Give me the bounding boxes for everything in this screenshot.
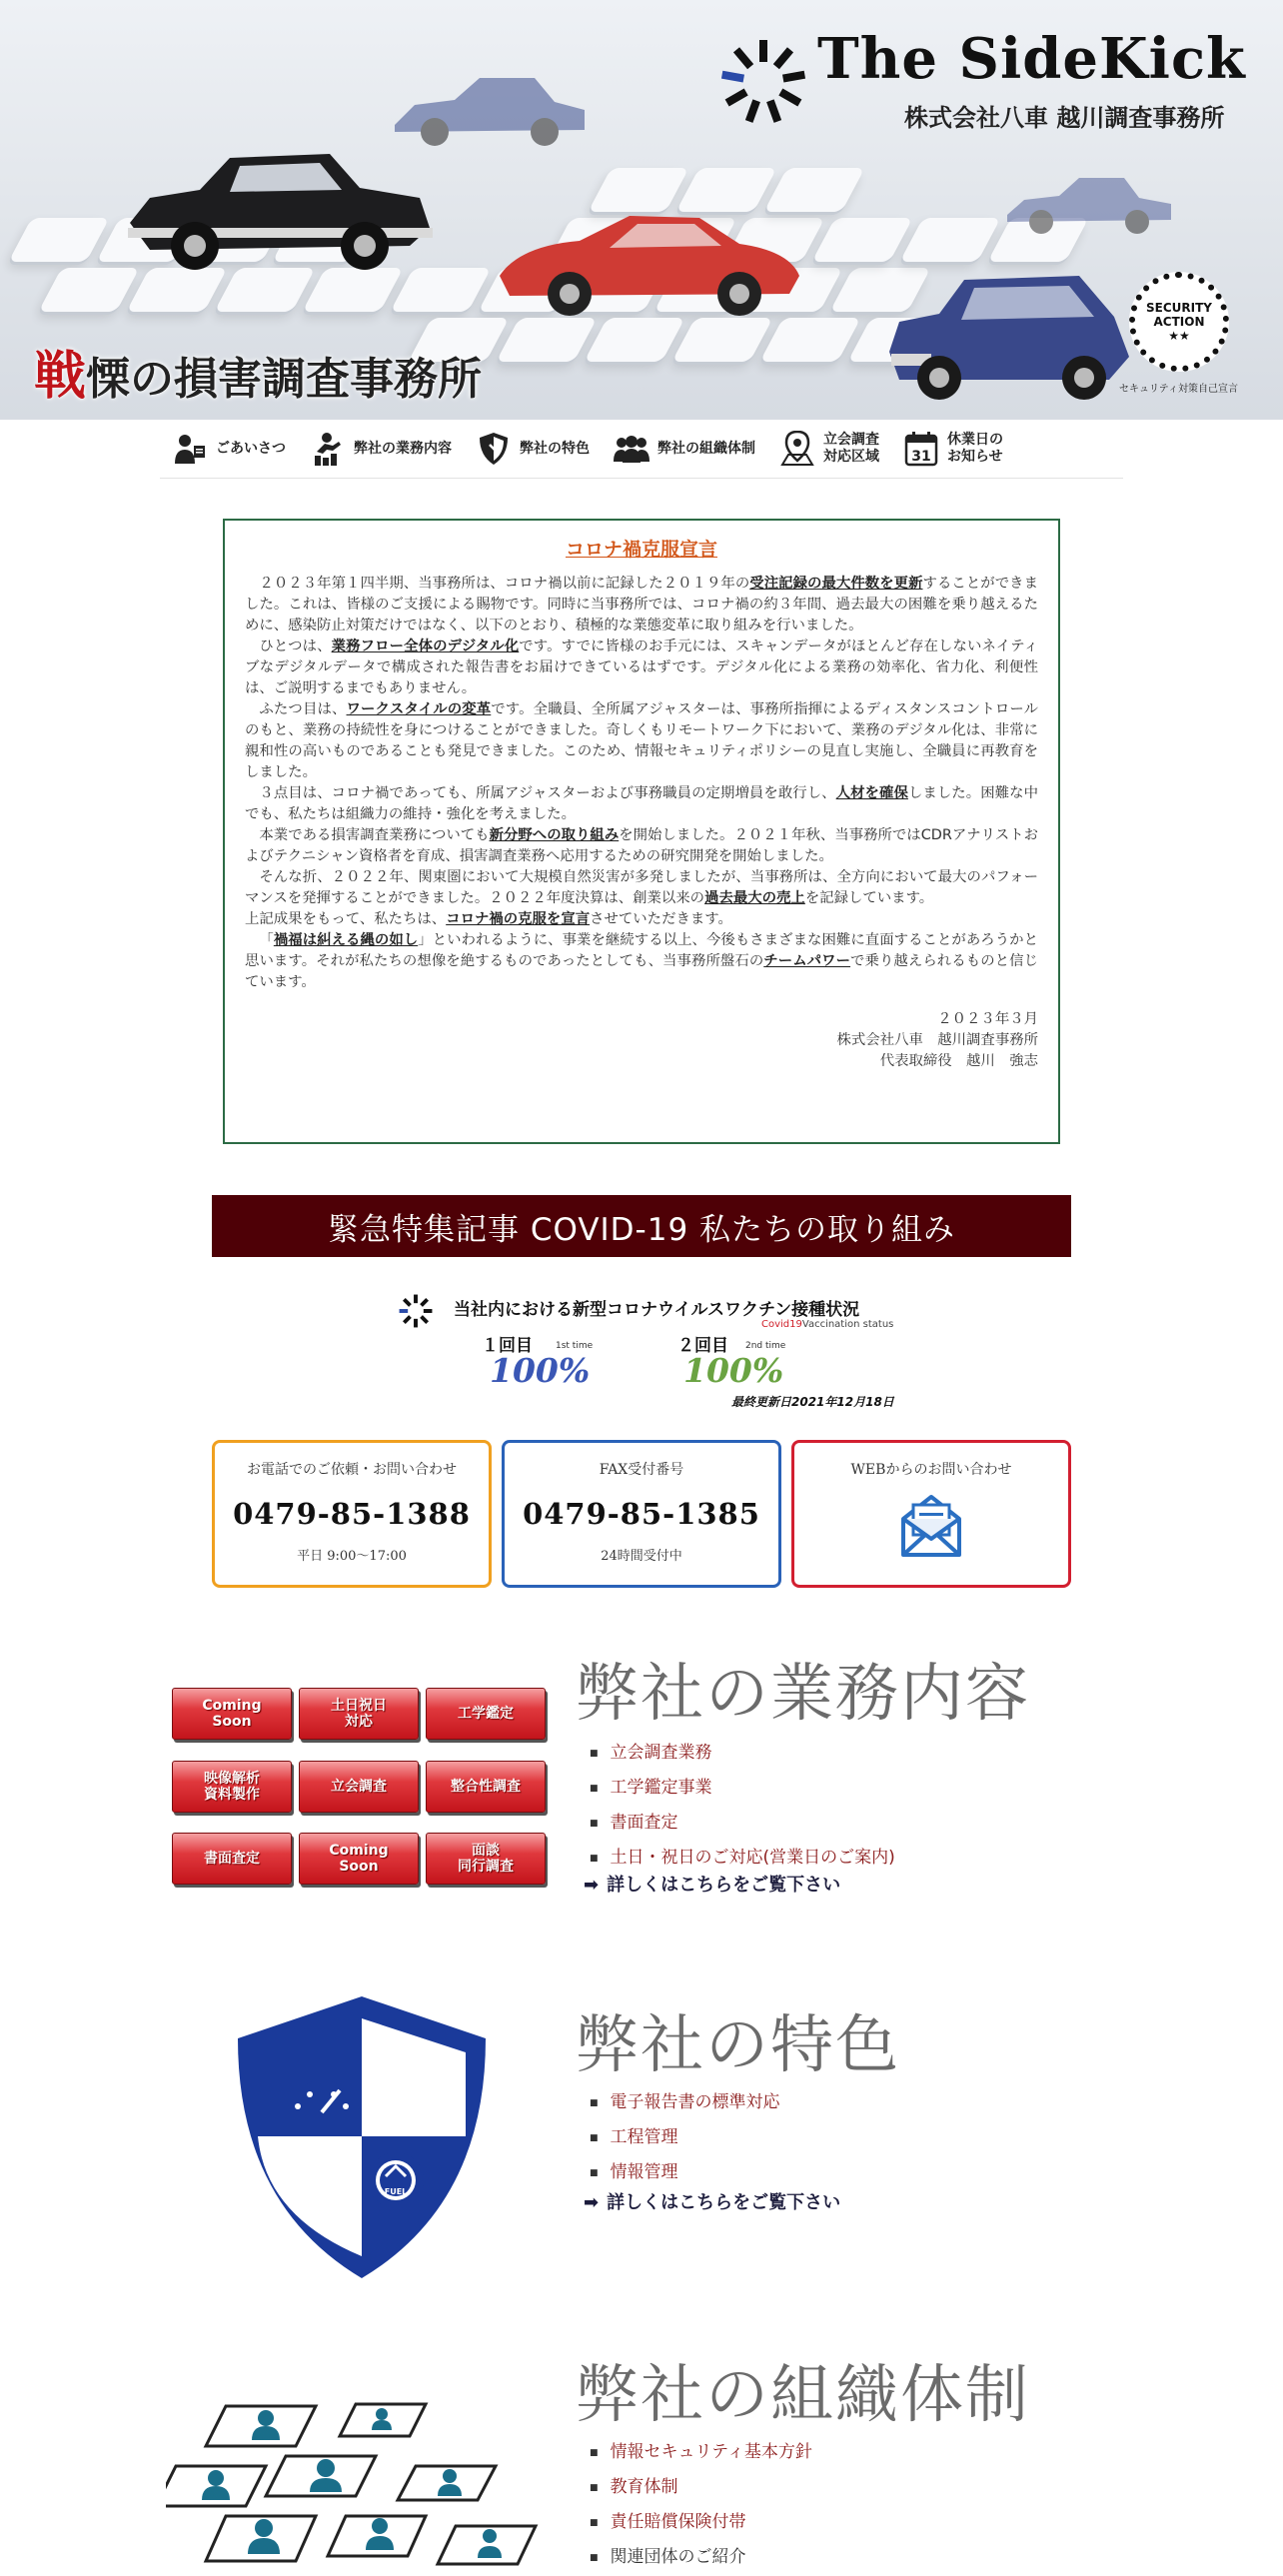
declaration-text: で乗り越えられるものと信じています。 bbox=[245, 953, 1038, 990]
security-badge-stars: ★★ bbox=[1168, 329, 1190, 343]
toy-car-blue-far-illustration bbox=[999, 170, 1179, 240]
service-button-holidays[interactable]: 土日祝日 対応 bbox=[299, 1688, 419, 1740]
map-pin-icon bbox=[779, 431, 815, 467]
list-item[interactable]: ■ 工程管理 bbox=[590, 2121, 780, 2156]
services-list bbox=[590, 1737, 895, 1877]
organization-network-illustration bbox=[166, 2396, 556, 2566]
declaration-highlight: コロナ禍の克服を宣言 bbox=[446, 911, 591, 927]
organization-list bbox=[590, 2436, 812, 2576]
services-more-text: 詳しくはこちらをご覧下さい bbox=[607, 1875, 841, 1896]
services-more-link[interactable] bbox=[584, 1871, 840, 1897]
nav-label: 休業日の お知らせ bbox=[947, 432, 1003, 465]
list-item[interactable]: ■ 土日・祝日のご対応(営業日のご案内) bbox=[590, 1842, 895, 1877]
covid-feature-banner[interactable]: 緊急特集記事 COVID-19 私たちの取り組み bbox=[212, 1195, 1071, 1257]
declaration-text: 上記成果をもって、私たちは、 bbox=[245, 911, 447, 927]
nav-item-services[interactable] bbox=[298, 420, 464, 478]
declaration-text: ひとつは、 bbox=[259, 639, 332, 654]
service-button-coming-soon[interactable]: Coming Soon bbox=[172, 1688, 292, 1740]
features-list bbox=[590, 2086, 780, 2191]
list-item[interactable]: ■ 立会調査業務 bbox=[590, 1737, 895, 1772]
list-item[interactable]: ■ 教育体制 bbox=[590, 2471, 812, 2506]
phone-contact-box[interactable] bbox=[212, 1440, 492, 1588]
fax-contact-box[interactable] bbox=[502, 1440, 781, 1588]
dose1-label: １回目 bbox=[482, 1336, 533, 1356]
mail-envelope-icon[interactable] bbox=[794, 1493, 1068, 1563]
declaration-highlight: 人材を確保 bbox=[835, 785, 908, 801]
features-title[interactable]: 弊社の特色 bbox=[576, 2008, 900, 2081]
people-icon bbox=[614, 431, 649, 467]
nav-item-service-area[interactable] bbox=[767, 420, 891, 478]
declaration-paragraph bbox=[245, 699, 1038, 783]
list-item[interactable]: ■ 電子報告書の標準対応 bbox=[590, 2086, 780, 2121]
list-item[interactable]: ■ 情報セキュリティ基本方針 bbox=[590, 2436, 812, 2471]
features-more-link[interactable] bbox=[584, 2188, 840, 2214]
declaration-highlight: 過去最大の売上 bbox=[704, 890, 805, 906]
worker-icon bbox=[310, 431, 346, 467]
vaccination-subtitle-red: Covid19 bbox=[761, 1319, 802, 1330]
declaration-text: することができました。これは、皆様のご支援による賜物です。同時に当事務所では、コロナ禍の約３年間、過去最大の困難を乗り越えるために、感染防止対策だけではなく、以下のとおり、積極的な業態変革に取り組みを行いました。 bbox=[245, 576, 1038, 634]
nav-item-holidays[interactable] bbox=[891, 420, 1015, 478]
dose1-small-label: 1st time bbox=[556, 1341, 594, 1351]
service-button-onsite[interactable]: 立会調査 bbox=[299, 1761, 419, 1813]
declaration-paragraph bbox=[245, 783, 1038, 825]
toy-car-red-illustration bbox=[490, 196, 809, 321]
declaration-highlight: 業務フロー全体のデジタル化 bbox=[331, 639, 520, 654]
web-contact-box[interactable] bbox=[791, 1440, 1071, 1588]
security-action-badge[interactable] bbox=[1129, 272, 1229, 372]
nav-label: 弊社の組織体制 bbox=[657, 440, 755, 457]
brand-name[interactable]: The SideKick bbox=[817, 26, 1246, 92]
declaration-text: 本業である損害調査業務についても bbox=[259, 827, 490, 843]
dose2-label: ２回目 bbox=[677, 1336, 728, 1356]
declaration-text: ふたつ目は、 bbox=[259, 701, 347, 717]
list-item[interactable]: ■ 関連団体のご紹介 bbox=[590, 2541, 812, 2576]
hero-caption-text: 慄の損害調査事務所 bbox=[86, 354, 483, 405]
declaration-text: 」といわれるように、事業を継続する以上、今後もさまざまな困難に直面することがあろうかと思います。それが私たちの想像を絶するものであったとしても、当事務所盤石の bbox=[245, 932, 1038, 969]
main-nav bbox=[160, 420, 1123, 479]
declaration-text: ２０２３年第１四半期、当事務所は、コロナ禍以前に記録した２０１９年の bbox=[259, 576, 750, 592]
declaration-date: ２０２３年３月 bbox=[937, 1011, 1038, 1027]
phone-hours: 平日 9:00〜17:00 bbox=[297, 1549, 407, 1564]
nav-label: 立会調査 対応区域 bbox=[823, 432, 879, 465]
vaccination-subtitle bbox=[761, 1319, 893, 1330]
sidekick-logo-icon bbox=[717, 36, 809, 128]
declaration-highlight: 受注記録の最大件数を更新 bbox=[749, 576, 923, 592]
declaration-signer: 代表取締役 越川 強志 bbox=[879, 1053, 1038, 1069]
nav-label: 弊社の特色 bbox=[520, 440, 590, 457]
nav-item-greeting[interactable] bbox=[160, 420, 298, 478]
toy-car-blue-back-illustration bbox=[385, 70, 595, 150]
fax-contact-title: FAX受付番号 bbox=[599, 1462, 684, 1478]
declaration-paragraph bbox=[245, 867, 1038, 909]
calendar-icon bbox=[903, 431, 939, 467]
declaration-company: 株式会社八車 越川調査事務所 bbox=[836, 1032, 1038, 1048]
toy-car-black-illustration bbox=[110, 128, 450, 278]
vaccination-title: 当社内における新型コロナウイルスワクチン接種状況 bbox=[454, 1300, 860, 1320]
declaration-paragraph bbox=[245, 930, 1038, 993]
declaration-highlight: ワークスタイルの変革 bbox=[346, 701, 492, 717]
declaration-text: を開始しました。２０２１年秋、当事務所ではCDRアナリストおよびテクニシャン資格者を育成、損害調査業務へ応用するための研究開発を開始しました。 bbox=[245, 827, 1038, 864]
fax-hours: 24時間受付中 bbox=[601, 1549, 682, 1564]
declaration-paragraph bbox=[245, 574, 1038, 637]
organization-title[interactable]: 弊社の組織体制 bbox=[576, 2358, 1030, 2431]
dose2-small-label: 2nd time bbox=[745, 1341, 786, 1351]
declaration-text: ３点目は、コロナ禍であっても、所属アジャスターおよび事務職員の定期増員を敢行し、 bbox=[259, 785, 836, 801]
list-item[interactable]: ■ 書面査定 bbox=[590, 1807, 895, 1842]
declaration-highlight: 禍福は糾える縄の如し bbox=[273, 932, 419, 948]
declaration-text: そんな折、２０２２年、関東圏において大規模自然災害が多発しましたが、当事務所は、全方向において最大のパフォーマンスを発揮することができました。２０２２年度決算は、創業以来の bbox=[245, 869, 1038, 906]
service-button-coming-soon-2[interactable]: Coming Soon bbox=[299, 1833, 419, 1885]
phone-number[interactable]: 0479-85-1388 bbox=[233, 1497, 471, 1531]
declaration-signature bbox=[245, 1009, 1038, 1072]
brand-company-name: 株式会社八車 越川調査事務所 bbox=[904, 103, 1225, 132]
shield-icon bbox=[476, 431, 512, 467]
nav-label: ごあいさつ bbox=[216, 440, 286, 457]
features-more-text: 詳しくはこちらをご覧下さい bbox=[607, 2192, 841, 2213]
arrow-right-icon: ➡ bbox=[584, 1875, 600, 1896]
declaration-highlight: 新分野への取り組み bbox=[489, 827, 620, 843]
declaration-text: 「 bbox=[259, 932, 274, 948]
declaration-highlight: チームパワー bbox=[763, 953, 851, 969]
service-button-engineering[interactable]: 工学鑑定 bbox=[426, 1688, 546, 1740]
declaration-text: を記録しています。 bbox=[804, 890, 934, 906]
declaration-paragraph bbox=[245, 909, 1038, 930]
nav-item-features[interactable] bbox=[464, 420, 602, 478]
dose2-percent: 100% bbox=[683, 1351, 784, 1390]
vaccination-updated: 最終更新日2021年12月18日 bbox=[731, 1395, 894, 1409]
service-button-video-analysis[interactable]: 映像解析 資料製作 bbox=[172, 1761, 292, 1813]
service-button-interview[interactable]: 面談 同行調査 bbox=[426, 1833, 546, 1885]
security-badge-line1: SECURITY bbox=[1146, 301, 1212, 315]
covid-declaration-box bbox=[223, 519, 1060, 1144]
list-item[interactable]: ■ 工学鑑定事業 bbox=[590, 1772, 895, 1807]
security-badge-line2: ACTION bbox=[1153, 315, 1205, 329]
security-badge-caption: セキュリティ対策自己宣言 bbox=[1119, 384, 1238, 395]
calendar-day: 31 bbox=[911, 449, 931, 465]
declaration-text: しました。困難な中でも、私たちは組織力の維持・強化を考えました。 bbox=[245, 785, 1038, 822]
declaration-text: です。全職員、全所属アジャスターは、事務所指揮によるディスタンスコントロールのもと、業務の持続性を身につけることができました。奇しくもリモートワーク下において、業務のデジタル化は、非常に親和性の高いものであることも発見できました。このため、情報セキュリティポリシーの見直し実施し、全職員に再教育をしました。 bbox=[245, 701, 1038, 780]
declaration-title[interactable]: コロナ禍克服宣言 bbox=[565, 539, 717, 561]
hero-banner bbox=[0, 0, 1283, 420]
dose1-percent: 100% bbox=[490, 1351, 591, 1390]
sidekick-logo-icon bbox=[398, 1293, 434, 1329]
hero-caption bbox=[34, 334, 482, 409]
fax-number: 0479-85-1385 bbox=[523, 1497, 760, 1531]
nav-item-organization[interactable] bbox=[602, 420, 767, 478]
arrow-right-icon: ➡ bbox=[584, 2192, 600, 2213]
list-item[interactable]: ■ 責任賠償保険付帯 bbox=[590, 2506, 812, 2541]
person-speech-icon bbox=[172, 431, 208, 467]
declaration-text: させていただきます。 bbox=[590, 911, 732, 927]
service-button-document-review[interactable]: 書面査定 bbox=[172, 1833, 292, 1885]
web-contact-title: WEBからのお問い合わせ bbox=[850, 1462, 1012, 1478]
hero-caption-emphasis: 戦 bbox=[34, 346, 87, 407]
services-title[interactable]: 弊社の業務内容 bbox=[576, 1657, 1030, 1730]
nav-label: 弊社の業務内容 bbox=[354, 440, 452, 457]
toy-car-blue-front-illustration bbox=[879, 262, 1139, 402]
declaration-paragraph bbox=[245, 825, 1038, 867]
shield-gauge-illustration bbox=[236, 1994, 488, 2280]
service-button-consistency[interactable]: 整合性調査 bbox=[426, 1761, 546, 1813]
list-item[interactable]: ■ 情報管理 bbox=[590, 2156, 780, 2191]
vaccination-subtitle-rest: Vaccination status bbox=[801, 1319, 894, 1330]
phone-contact-title: お電話でのご依頼・お問い合わせ bbox=[247, 1462, 457, 1478]
declaration-text: です。すでに皆様のお手元には、スキャンデータがほとんど存在しないネイティブなデジタルデータで構成された報告書をお届けできているはずです。デジタル化による業務の効率化、省力化、利便性は、ご説明するまでもありません。 bbox=[245, 639, 1039, 696]
declaration-paragraph bbox=[245, 637, 1038, 699]
shield-fuel-label: FUEL bbox=[384, 2187, 408, 2196]
